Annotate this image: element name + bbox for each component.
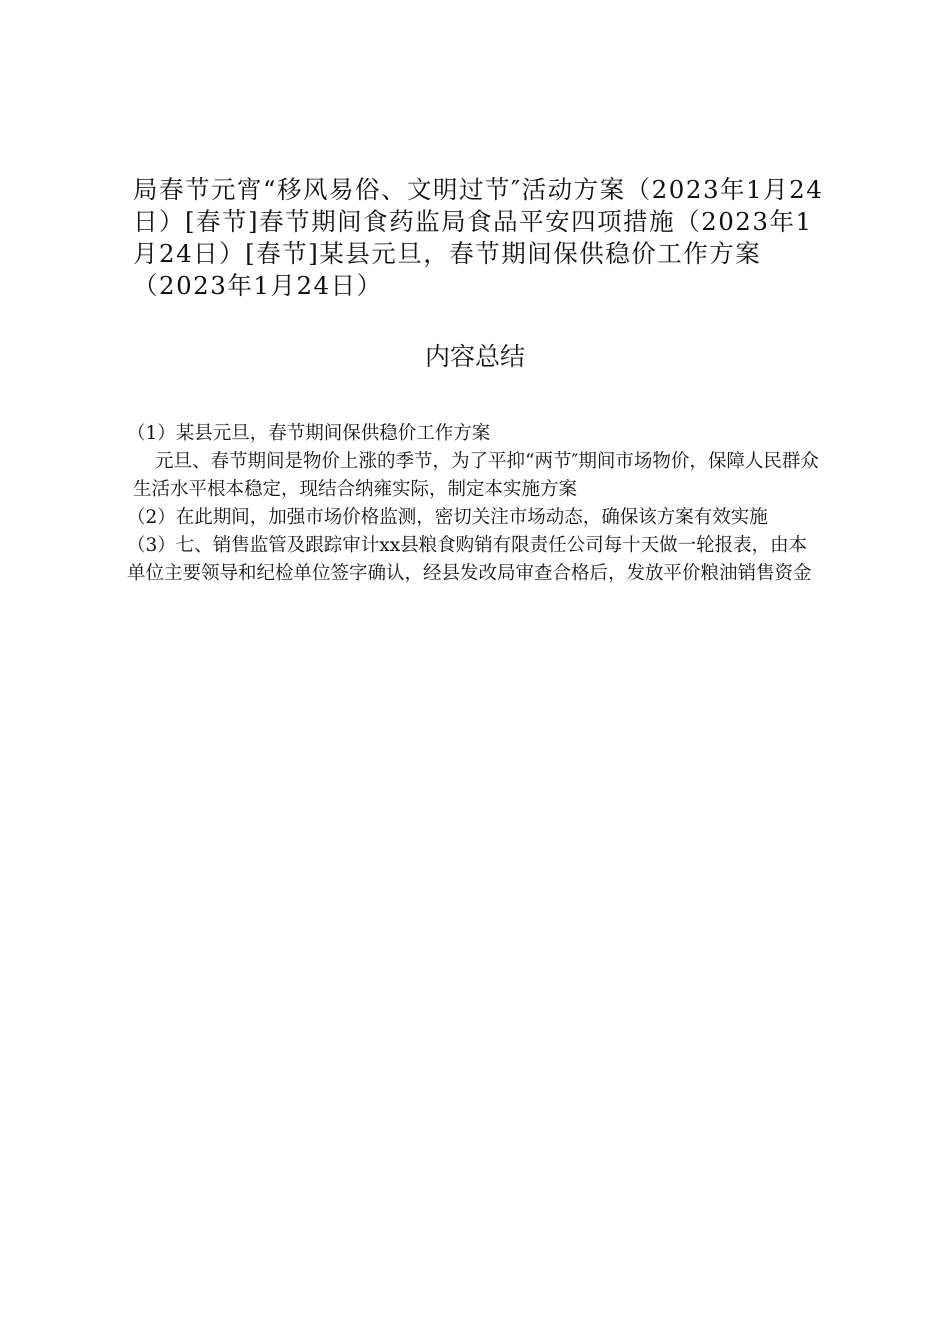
summary-point-3: （3）七、销售监管及跟踪审计xx县粮食购销有限责任公司每十天做一轮报表，由本单位主要领导和纪检单位签字确认，经县发改局审查合格后，发放平价粮油销售资金	[127, 535, 812, 584]
summary-title: 内容总结	[424, 342, 525, 371]
summary-point-2: （2）在此期间，加强市场价格监测，密切关注市场动态，确保该方案有效实施	[127, 507, 768, 528]
summary-body	[127, 420, 823, 588]
intro-paragraph: 局春节元宵“移风易俗、文明过节″活动方案（2023年1月24日）[春节]春节期间食药监局食品平安四项措施（2023年1月24日）[春节]某县元旦，春节期间保供稳价工作方案（2023年1月24日）	[133, 175, 824, 300]
summary-point-1: （1）某县元旦，春节期间保供稳价工作方案	[127, 423, 491, 444]
summary-point-1-detail: 元旦、春节期间是物价上涨的季节，为了平抑“两节″期间市场物价，保障人民群众生活水平根本稳定，现结合纳雍实际，制定本实施方案	[133, 451, 819, 500]
